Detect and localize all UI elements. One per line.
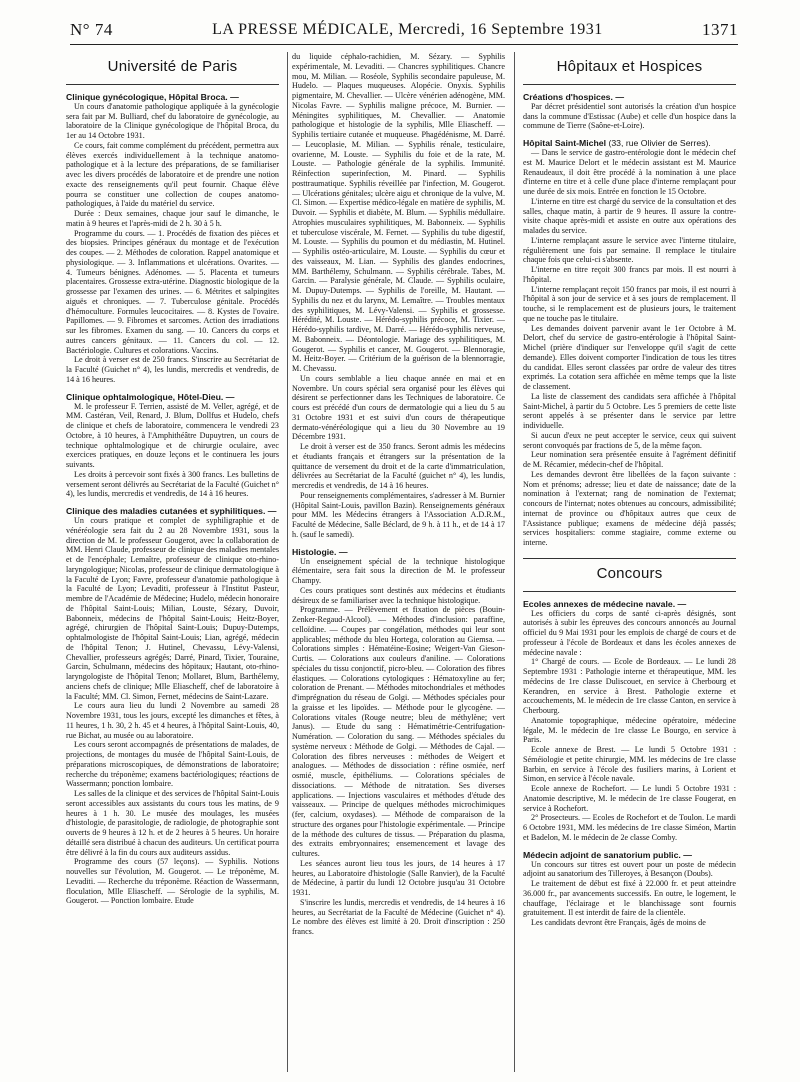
section-rule — [523, 558, 736, 559]
paragraph: Le traitement de début est fixé à 22.000 fr. et peut atteindre 36.000 fr., par avancements successifs. En outre, le logement, le chauffage, l'éclairage et le blanchissage sont fournis gratuitement. Il est interdit de faire de la clientèle. — [523, 879, 736, 918]
page-header — [70, 16, 738, 45]
paragraph: Par décret présidentiel sont autorisés la création d'un hospice dans la commune d'Estissac (Aube) et celle d'un hospice dans la commune de Tierre (Saône-et-Loire). — [523, 101, 736, 131]
paragraph: Les salles de la clinique et des services de l'hôpital Saint-Louis seront accessibles aux assistants du cours tous les matins, de 9 heures à 1 h. 30. Le musée des moulages, les musées d'histologie, de parasitologie, de radiologie, de photographie sont ouverts de 9 heures à 12 h. et de 2 heures à 5 heures. Un horaire détaillé sera distribué à chacun des auditeurs. Un certificat pourra être délivré à la fin du cours aux auditeurs assidus. — [66, 789, 279, 857]
section-title-universite: Université de Paris — [107, 58, 238, 75]
article-title: Clinique ophtalmologique, Hôtel-Dieu. — — [66, 391, 235, 402]
paragraph: Ces cours pratiques sont destinés aux médecins et étudiants désireux de se familiariser avec la technique histologique. — [292, 585, 505, 605]
paragraph: L'interne en titre est chargé du service de la consultation et des salles, chaque matin, à partir de 9 heures. Il assure la contre-visite chaque après-midi et assiste en outre aux opérations des malades du service. — [523, 196, 736, 235]
article-title: Médecin adjoint de sanatorium public. — — [523, 849, 692, 860]
paragraph: Ce cours, fait comme complément du précédent, permettra aux élèves exercés individuellement à la technique anatomo-pathologique et à la lecture des préparations, de se familiariser avec les divers procédés de laboratoire et de prendre une notion exacte des renseignements qu'il peut fournir. Chaque élève pourra se constituer une collection de coupes anatomo-pathologiques, à l'aide du matériel du service. — [66, 140, 279, 209]
paragraph: Les droits à percevoir sont fixés à 300 francs. Les bulletins de versement seront délivrés au Secrétariat de la Faculté (Guichet n° 4), les lundis, mercredis et vendredis, de 14 à 16 heures. — [66, 469, 279, 499]
paragraph: du liquide céphalo-rachidien, M. Sézary. — Syphilis expérimentale, M. Levaditi. — Chancres syphilitiques. Chancre mou, M. Milian. — Roséole, Syphilis secondaire papuleuse, M. Hudelo. — Plaques muqueuses. Alopécie. Onyxis. Syphilis pigmentaire, M. Chevallier. — Ulcère vénérien adénogène, MM. Nicolas Favre. — Syphilis maligne précoce, M. Burnier. — Méningites syphilitiques, M. Chevallier. — Anatomie pathologique et histologie de la syphilis, Mlle Eliascheff. — Syphilis tertiaire cutanée et muqueuse. Phagédénisme, M. Darré. — Leucoplasie, M. Milian. — Syphilis rénale, testiculaire, ovarienne, M. Louste. — Syphilis du foie et de la rate, M. Louste. — Pathologie générale de la syphilis. Immunité. Réinfection superinfection, M. Pinard. — Syphilis posttraumatique. Syphilis réveillée par l'infection, M. Gougerot. — Ulcérations génitales; ulcère aigu et chronique de la vulve, M. Cl. Simon. — Expertise médico-légale en matière de syphilis, M. Duvoir. — Syphilis et diabète, M. Blum. — Syphilis médullaire. Atrophies musculaires syphilitiques, M. Babonneix. — Syphilis et tuberculose viscérale, M. Fernet. — Syphilis du tube digestif, M. Louste. — Syphilis du poumon et du médiastin, M. Hutinel. — Syphilis ostéo-articulaire, M. Louste. — Syphilis du cœur et des vaisseaux, M. Lian. — Syphilis des glandes endocrines, MM. Barthélemy, Schulmann. — Syphilis cérébrale. Tabes, M. Garcin. — Paralysie générale, M. Claude. — Syphilis oculaire, M. Dupuy-Dutemps. — Syphilis de l'oreille, M. Hautant. — Syphilis du nez et du larynx, M. Lemaître. — Troubles mentaux des syphilitiques, M. Lévy-Valensi. — Syphilis et grossesse. Hérédité, M. Louste. — Hérédo-syphilis précoce, M. Tixier. — Hérédo-syphilis tardive, M. Darré. — Hérédo-syphilis nerveuse, M. Babonneix. — Déontologie. Mariage des syphilitiques, M. Gougerot. — Syphilis et cancer, M. Gougerot. — Blennoragie, M. Heitz-Boyer. — Critérium de la guérison de la blennorragie, M. Chevassu. — [292, 52, 505, 373]
paragraph: Un cours semblable a lieu chaque année en mai et en Novembre. Un cours spécial sera organisé pour les élèves qui désirent se perfectionner dans les Techniques de laboratoire. Ce cours est précédé d'un cours de dermatologie qui a lieu du 5 au 31 Octobre 1931 et est suivi d'un cours de thérapeutique dermato-vénéréologique qui a lieu du 30 Novembre au 19 Décembre 1931. — [292, 373, 505, 442]
paragraph: Programme du cours. — 1. Procédés de fixation des pièces et des biopsies. Principes généraux du montage et de l'exécution des coupes. — 2. Méthodes de coloration. Rappel anatomique et physiologique. — 3. Inflammations et ulcérations. Ovarites. — 4. Tumeurs bénignes. Adénomes. — 5. Placenta et tumeurs placentaires. Grossesse extra-utérine. Diagnostic biologique de la grossesse par l'examen des urines. — 6. Métrites et salpingites aiguës et chroniques. — 7. Tuberculose génitale. Procédés d'hémoculture. Formules leucocitaires. — 8. Kystes de l'ovaire. Papillomes. — 9. Fibromes et sarcomes. Action des irradiations sur les fibromes. Examen du sang. — 10. Cancers du corps et autres cancers génitaux. — 11. Cancers du col. — 12. Bactériologie. Cultures et colorations. Vaccins. — [66, 228, 279, 355]
paragraph: Le droit à verser est de 250 francs. S'inscrire au Secrétariat de la Faculté (Guichet n° 4), les lundis, mercredis et vendredis, de 14 à 16 heures. — [66, 355, 279, 384]
article-title: Histologie. — — [292, 546, 348, 557]
paragraph: Le cours aura lieu du lundi 2 Novembre au samedi 28 Novembre 1931, tous les jours, excepté les dimanches et fêtes, à 11 heures, 1 h. 30, 2 h. 45 et 4 heures, à l'hôpital Saint-Louis, 40, rue Bichat, au musée ou au laboratoire. — [66, 701, 279, 740]
section-title-concours: Concours — [596, 564, 663, 582]
paragraph: Ecole annexe de Rochefort. — Le lundi 5 Octobre 1931 : Anatomie descriptive, M. le médecin de 1re classe Fougerat, en service à Rochefort. — [523, 784, 736, 813]
paragraph: L'interne en titre reçoit 300 francs par mois. Il est nourri à l'hôpital. — [523, 265, 736, 284]
section-rule — [523, 84, 736, 85]
column-2 — [292, 52, 505, 1074]
article-title-address: (33, rue Olivier de Serres). — [608, 138, 711, 148]
journal-title: LA PRESSE MÉDICALE, Mercredi, 16 Septembre 1931 — [212, 21, 603, 38]
paragraph: M. le professeur F. Terrien, assisté de M. Veller, agrégé, et de MM. Castéran, Veil, Renard, J. Blum, Dollfus et Hudelo, chefs de clinique et chefs de laboratoire, commencera le vendredi 23 Octobre, à 10 heures, à l'Amphithéâtre Dupuytren, un cours de technique ophtalmologique et de chirurgie oculaire, avec exercices pratiques, en douze leçons et le continuera les jours suivants. — [66, 401, 279, 469]
article-title: Ecoles annexes de médecine navale. — — [523, 598, 687, 609]
paragraph: Les demandes devront être libellées de la façon suivante : Nom et prénoms; adresse; lieu et date de naissance; date de la nomination à l'externat; rang de nomination de l'externat; concours de l'internat; notes obtenues au concours, admissibilité; internat de province ou d'hôpitaux autres que ceux de l'Assistance publique; examens de médecine déjà passés; services hospitaliers: comme stagiaire, comme externe ou interne. — [523, 469, 736, 547]
paragraph: S'inscrire les lundis, mercredis et vendredis, de 14 heures à 16 heures, au Secrétariat de la Faculté de Médecine (Guichet n° 4). Le nombre des élèves est limité à 20. Droit d'inscription : 250 francs. — [292, 897, 505, 936]
paragraph: Un cours pratique et complet de syphiligraphie et de vénéréologie sera fait du 2 au 28 Novembre 1931, sous la direction de M. le professeur Gougerot, avec la collaboration de MM. Henri Claude, professeur de clinique des maladies mentales et de l'encéphale; Lemaître, professeur de clinique oto-rhino-laryngologique; Nicolas, professeur de clinique dermatologique à la Faculté de Lyon; Favre, professeur d'anatomie pathologique à la Faculté de Lyon; Levaditi, professeur à l'Institut Pasteur, membre de l'Académie de Médecine; Hudelo, médecin honoraire de l'hôpital Saint-Louis; Milian, Louste, Sézary, Duvoir, Babonneix, médecins de l'hôpital Saint-Louis; Heitz-Boyer, agrégé, chirurgien de l'hôpital Saint-Louis; Dupuy-Dutemps, ophtalmologiste de l'hôpital Saint-Louis; Lian, agrégé, médecin de l'hôpital Tenon; J. Hutinel, Chevassu, Lévy-Valensi, Chevallier, professeurs agrégés; Darré, Pinard, Tixier, Touraine, Garcin, Schulmann, médecins des hôpitaux; Hautant, oto-rhino-laryngologiste de l'hôpital Tenon; Mollaret, Blum, Barthélemy, anciens chefs de clinique; Mlle Eliascheff, chef de laboratoire à la Faculté; MM. Cl. Simon, Fernet, médecins de Saint-Lazare. — [66, 516, 279, 701]
paragraph: Les demandes doivent parvenir avant le 1er Octobre à M. Delort, chef du service de gastro-entérologie à l'hôpital Saint-Michel (prière d'indiquer sur l'enveloppe qu'il s'agit de cette demande). Elles doivent comporter l'indication de tous les titres du candidat. Elles seront classées par ordre de valeur des titres exprimés. La cotation sera affichée en même temps que la liste de classement. — [523, 323, 736, 391]
section-title-hopitaux: Hôpitaux et Hospices — [556, 58, 703, 75]
paragraph: Les cours seront accompagnés de présentations de malades, de projections, de montages du musée de l'hôpital Saint-Louis, de préparations microscopiques, de démonstrations de laboratoire; recherche du tréponème; examens bactériologiques; réactions de Wassermann; ponction lombaire. — [66, 740, 279, 789]
column-1 — [66, 52, 279, 1074]
issue-number: N° 74 — [70, 20, 113, 39]
column-3 — [523, 52, 736, 1074]
paragraph: Les officiers du corps de santé ci-après désignés, sont autorisés à subir les épreuves des concours annoncés au Journal officiel du 9 Mai 1931 pour les emplois de chargé de cours et de professeur à l'école de Bordeaux et dans les écoles annexes de médecine navale : — [523, 608, 736, 657]
paragraph: 2° Prosecteurs. — Ecoles de Rochefort et de Toulon. Le mardi 6 Octobre 1931, MM. les médecins de 1re classe Siméon, Martin et Badelon, M. le médecin de 2e classe Comby. — [523, 813, 736, 842]
paragraph: La liste de classement des candidats sera affichée à l'hôpital Saint-Michel, à partir du 5 Octobre. Les 5 premiers de cette liste seront appelés à se présenter dans le service par lettre individuelle. — [523, 391, 736, 430]
paragraph: Ecole annexe de Brest. — Le lundi 5 Octobre 1931 : Séméiologie et petite chirurgie, MM. les médecins de 1re classe Barbin, en service à l'école des fusiliers marins, à Lorient et Simon, en service à l'école navale. — [523, 745, 736, 784]
page-number: 1371 — [702, 20, 738, 39]
paragraph: Les candidats devront être Français, âgés de moins de — [531, 918, 706, 927]
paragraph: 1° Chargé de cours. — Ecole de Bordeaux. — Le lundi 28 Septembre 1931 : Pathologie interne et thérapeutique, MM. les médecins de 1re classe Duliscouet, en service à Cherbourg et Kerandren, en service à Brest. Pathologie externe et accouchements, M. le médecin de 1re classe Canton, en service à Cherbourg. — [523, 657, 736, 715]
paragraph: L'interne remplaçant reçoit 150 francs par mois, il est nourri à l'hôpital à son jour de service et à ses jours de remplacement. Il touche, si le remplacement est de plusieurs jours, le traitement que ne touche pas le titulaire. — [523, 284, 736, 323]
section-rule — [66, 84, 279, 85]
paragraph: Un concours sur titres est ouvert pour un poste de médecin adjoint au sanatorium des Tilleroyes, à Besançon (Doubs). — [523, 859, 736, 879]
paragraph: Anatomie topographique, médecine opératoire, médecine légale, M. le médecin de 1re classe Le Bourgo, en service à Paris. — [523, 715, 736, 745]
paragraph: Un enseignement spécial de la technique histologique élémentaire, sera fait sous la direction de M. le professeur Champy. — [292, 556, 505, 585]
paragraph: — Dans le service de gastro-entérologie dont le médecin chef est M. Maurice Delort et le médecin assistant est M. Maurice Renaudeaux, il doit être procédé à la nomination à une place d'interne en titre et à celle d'une place d'interne remplaçant pour une durée de six mois. Entrée en fonction le 15 Octobre. — [523, 148, 736, 196]
paragraph: Les séances auront lieu tous les jours, de 14 heures à 17 heures, au Laboratoire d'histologie (Salle Ranvier), de la Faculté de Médecine, à partir du lundi 12 Octobre jusqu'au 31 Octobre 1931. — [292, 858, 505, 897]
article-title-main: Hôpital Saint-Michel — [523, 138, 607, 148]
paragraph: L'interne remplaçant assure le service avec l'interne titulaire, régulièrement une fois par semaine. Il remplace le titulaire chaque fois que celui-ci s'absente. — [523, 235, 736, 265]
paragraph: Un cours d'anatomie pathologique appliquée à la gynécologie sera fait par M. Bulliard, chef du laboratoire de gynécologie, au laboratoire de la Clinique gynécologique de l'hôpital Broca, du 1er au 14 Octobre 1931. — [66, 101, 279, 140]
paragraph: Le droit à verser est de 350 francs. Seront admis les médecins et étudiants français et étrangers sur la présentation de la quittance de versement du droit et de la carte d'immatriculation, délivrées au Secrétariat de la Faculté (guichet n° 4), les lundis, mercredis et vendredis, de 14 à 16 heures. — [292, 442, 505, 490]
column-rule — [514, 52, 515, 1072]
paragraph: Pour renseignements complémentaires, s'adresser à M. Burnier (Hôpital Saint-Louis, pavillon Bazin). Renseignements généraux pour MM. les Médecins étrangers à l'Association A.D.R.M., Faculté de Médecine, Salle Béclard, de 9 h. à 11 h., et de 14 à 17 h. (sauf le samedi). — [292, 490, 505, 539]
article-title: Clinique gynécologique, Hôpital Broca. — — [66, 91, 239, 102]
column-rule — [287, 52, 288, 1072]
article-title — [523, 138, 736, 148]
paragraph: Leur nomination sera présentée ensuite à l'agrément définitif de M. Récamier, médecin-chef de l'hôpital. — [523, 450, 736, 469]
section-rule — [523, 591, 736, 592]
paragraph: Durée : Deux semaines, chaque jour sauf le dimanche, le matin à 9 heures et l'après-midi de 2 h. 30 à 5 h. — [66, 209, 279, 228]
paragraph: Programme des cours (57 leçons). — Syphilis. Notions nouvelles sur l'évolution, M. Gougerot. — Le tréponème, M. Levaditi. — Recherche du tréponème. Réaction de Wassermann, floculation, Mlle Eliascheff. — Sérologie de la syphilis, M. Gougerot. — Ponction lombaire. Etude — [66, 857, 279, 906]
paragraph: Si aucun d'eux ne peut accepter le service, ceux qui suivent seront convoqués par fractions de 5, de la même façon. — [523, 430, 736, 450]
article-title: Créations d'hospices. — — [523, 91, 625, 102]
paragraph: Programme. — Prélèvement et fixation de pièces (Bouin-Zenker-Regaud-Alcool). — Méthodes d'inclusion: paraffine, celloïdine. — Coupes par congélation, méthodes qui leur sont applicables; méthode du bleu Hortega, coloration au Giemsa. — Colorations simples : Hématéine-Eosine; Weigert-Van Gieson-Curtis. — Colorations aux couleurs d'aniline. — Colorations spéciales du tissu conjonctif, picro-bleu. — Coloration des fibres élastiques. — Colorations cytologiques : Hématoxyline au fer; coloration de Prenant. — Méthodes mitochondriales et méthodes d'imprégnation du réseau de Golgi. — Méthodes spéciales pour la graisse et les lipoïdes. — Méthode pour le glycogène. — Colorations vitales (Rouge neutre; bleu de méthylène; vert Janus). — Etude du sang : Hématimétrie-Centrifugation-Numération. — Coloration du sang. — Méthodes spéciales du système nerveux : Méthode de Golgi. — Méthodes de Cajal. — Coloration des fibres nerveuses : méthodes de Weigert et analogues. — Méthodes de dissociation : réfine osmiée, nerf osmié, muscle, épithéliums. — Colorations spéciales de dissociations. — Méthode de nitratation. Ses diverses applications. — Injections vasculaires et méthodes d'étude des vaisseaux. — Principe de quelques méthodes microchimiques (fer, calcium, oxydases). — Méthode de comparaison de la structure des organes pour l'histologie expérimentale. — Principe de la méthode des cultures de tissus. — Préparation du plasma, des extraits embryonnaires; ensemencement et lavage des cultures. — [292, 605, 505, 858]
article-title: Clinique des maladies cutanées et syphilitiques. — — [66, 506, 277, 516]
